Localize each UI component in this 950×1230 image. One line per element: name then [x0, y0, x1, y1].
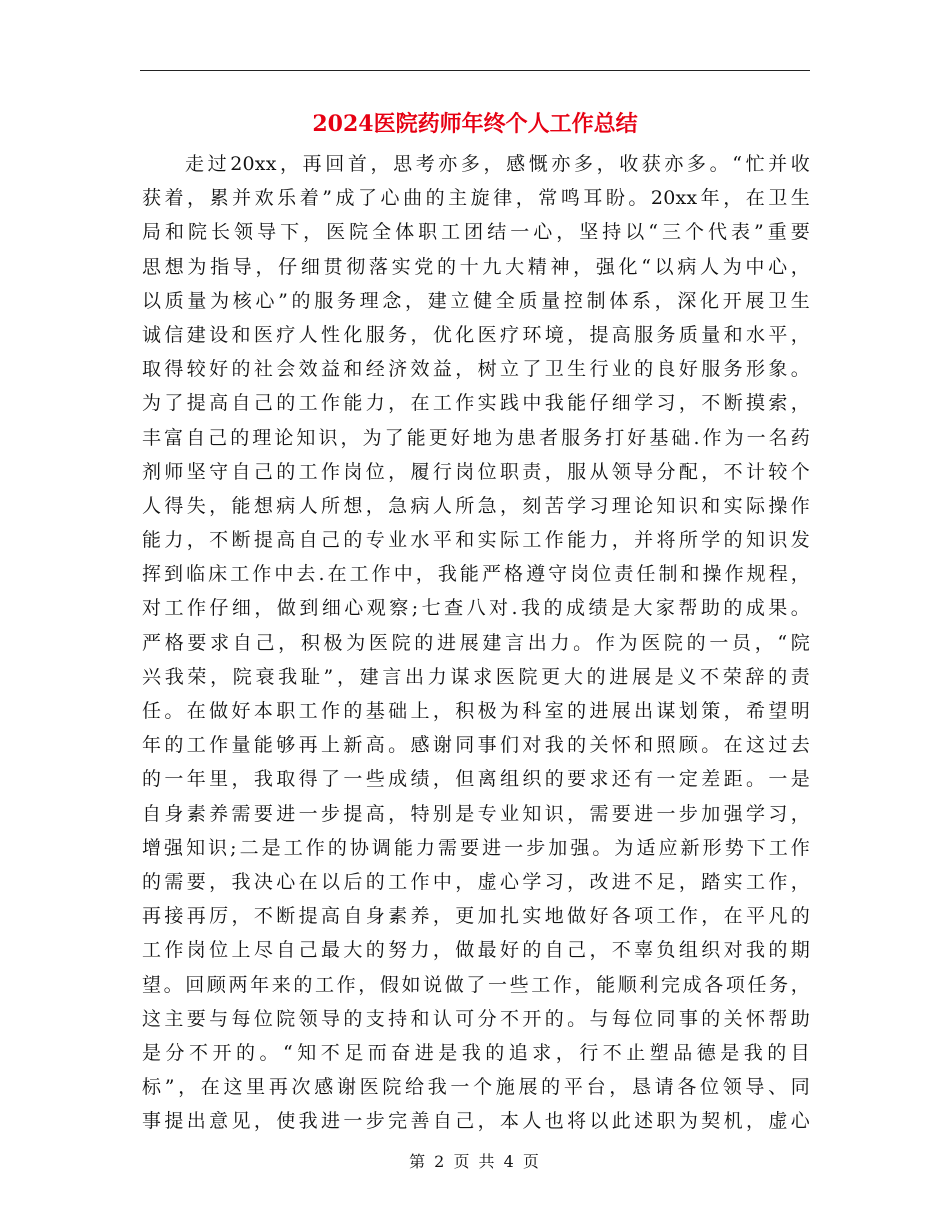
body-line: 标”，在这里再次感谢医院给我一个施展的平台，恳请各位领导、同: [142, 1076, 810, 1099]
body-line: 的需要，我决心在以后的工作中，虚心学习，改进不足，踏实工作，: [142, 870, 810, 893]
body-line: 严格要求自己，积极为医院的进展建言出力。作为医院的一员，“院: [142, 631, 810, 654]
document-title: 2024医院药师年终个人工作总结: [312, 111, 638, 137]
body-line: 对工作仔细，做到细心观察;七查八对.我的成绩是大家帮助的成果。: [142, 597, 810, 620]
body-line: 事提出意见，使我进一步完善自己，本人也将以此述职为契机，虚心: [142, 1110, 810, 1133]
body-line: 兴我荣，院衰我耻”，建言出力谋求医院更大的进展是义不荣辞的责: [142, 665, 810, 688]
body-line: 望。回顾两年来的工作，假如说做了一些工作，能顺利完成各项任务，: [142, 973, 810, 996]
body-line: 自身素养需要进一步提高，特别是专业知识，需要进一步加强学习，: [142, 802, 810, 825]
body-line: 获着，累并欢乐着”成了心曲的主旋律，常鸣耳盼。20xx年，在卫生: [142, 187, 810, 210]
body-line: 的一年里，我取得了一些成绩，但离组织的要求还有一定差距。一是: [142, 768, 810, 791]
body-line: 以质量为核心”的服务理念，建立健全质量控制体系，深化开展卫生: [142, 289, 810, 312]
body-line: 丰富自己的理论知识，为了能更好地为患者服务打好基础.作为一名药: [142, 426, 810, 449]
body-line: 工作岗位上尽自己最大的努力，做最好的自己，不辜负组织对我的期: [142, 939, 810, 962]
header-rule: [140, 70, 810, 71]
body-line: 挥到临床工作中去.在工作中，我能严格遵守岗位责任制和操作规程，: [142, 563, 810, 586]
body-line: 取得较好的社会效益和经济效益，树立了卫生行业的良好服务形象。: [142, 358, 810, 381]
body-line: 思想为指导，仔细贯彻落实党的十九大精神，强化“以病人为中心，: [142, 255, 810, 278]
body-line: 人得失，能想病人所想，急病人所急，刻苦学习理论知识和实际操作: [142, 494, 810, 517]
body-line: 这主要与每位院领导的支持和认可分不开的。与每位同事的关怀帮助: [142, 1007, 810, 1030]
document-body: [142, 147, 810, 1138]
body-line: 诚信建设和医疗人性化服务，优化医疗环境，提高服务质量和水平，: [142, 323, 810, 346]
body-line: 再接再厉，不断提高自身素养，更加扎实地做好各项工作，在平凡的: [142, 905, 810, 928]
body-line: 局和院长领导下，医院全体职工团结一心，坚持以“三个代表”重要: [142, 221, 810, 244]
body-line: 任。在做好本职工作的基础上，积极为科室的进展出谋划策，希望明: [142, 700, 810, 722]
body-line: 剂师坚守自己的工作岗位，履行岗位职责，服从领导分配，不计较个: [142, 460, 810, 483]
body-line: 是分不开的。“知不足而奋进是我的追求，行不止塑品德是我的目: [142, 1041, 810, 1064]
body-line: 走过20xx，再回首，思考亦多，感慨亦多，收获亦多。“忙并收: [185, 153, 810, 175]
body-line: 为了提高自己的工作能力，在工作实践中我能仔细学习，不断摸索，: [142, 392, 810, 415]
body-line: 能力，不断提高自己的专业水平和实际工作能力，并将所学的知识发: [142, 529, 810, 552]
page-number-footer: 第 2 页 共 4 页: [409, 1152, 541, 1171]
body-line: 年的工作量能够再上新高。感谢同事们对我的关怀和照顾。在这过去: [142, 734, 810, 757]
body-line: 增强知识;二是工作的协调能力需要进一步加强。为适应新形势下工作: [142, 836, 810, 859]
